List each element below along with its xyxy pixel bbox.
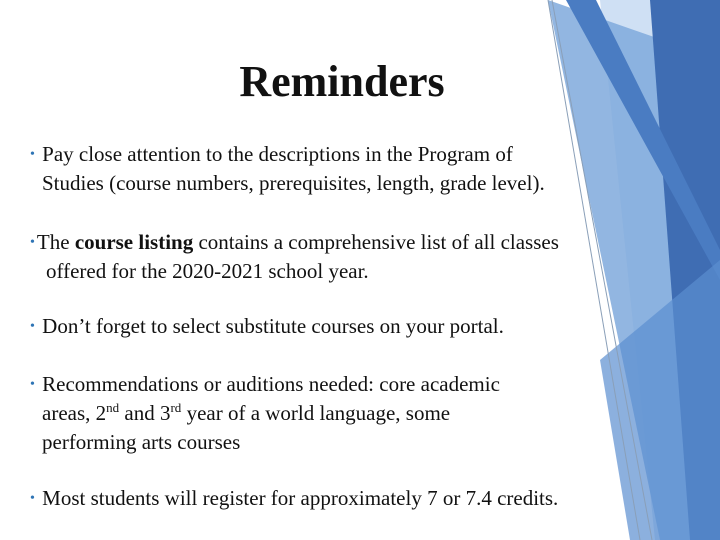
bullet-dot: • <box>30 319 35 334</box>
bullet-text-continued: performing arts courses <box>42 430 241 454</box>
bullet-text-part: year of a world language, some <box>181 401 451 425</box>
bullet-text-pre: The <box>36 230 75 254</box>
bullet-text: Most students will register for approximately 7 or 7.4 credits. <box>42 486 559 510</box>
bullet-dot: • <box>30 235 35 250</box>
bullet-item <box>30 228 559 286</box>
bullet-text-continued: Studies (course numbers, prerequisites, length, grade level). <box>42 171 545 195</box>
bullet-text-post: contains a comprehensive list of all classes <box>193 230 559 254</box>
bullet-text-bold: course listing <box>74 230 194 254</box>
bullet-text-part: areas, 2 <box>42 401 107 425</box>
superscript: nd <box>106 400 120 415</box>
bullet-text-continued: offered for the 2020-2021 school year. <box>46 259 369 283</box>
bullet-item <box>30 484 558 513</box>
bullet-dot: • <box>30 491 35 506</box>
bullet-text: Don’t forget to select substitute courses on your portal. <box>42 314 504 338</box>
bullet-text-continued <box>30 399 500 428</box>
bullet-item <box>30 140 545 198</box>
bullet-dot: • <box>30 147 35 162</box>
bullet-dot: • <box>30 377 35 392</box>
slide-title: Reminders <box>239 57 445 106</box>
bullet-text: Recommendations or auditions needed: core academic <box>42 372 500 396</box>
bullet-item <box>30 370 500 457</box>
bullet-text: Pay close attention to the descriptions in the Program of <box>42 142 513 166</box>
bullet-text-part: and 3 <box>119 401 171 425</box>
bullet-item <box>30 312 504 341</box>
superscript: rd <box>170 400 182 415</box>
